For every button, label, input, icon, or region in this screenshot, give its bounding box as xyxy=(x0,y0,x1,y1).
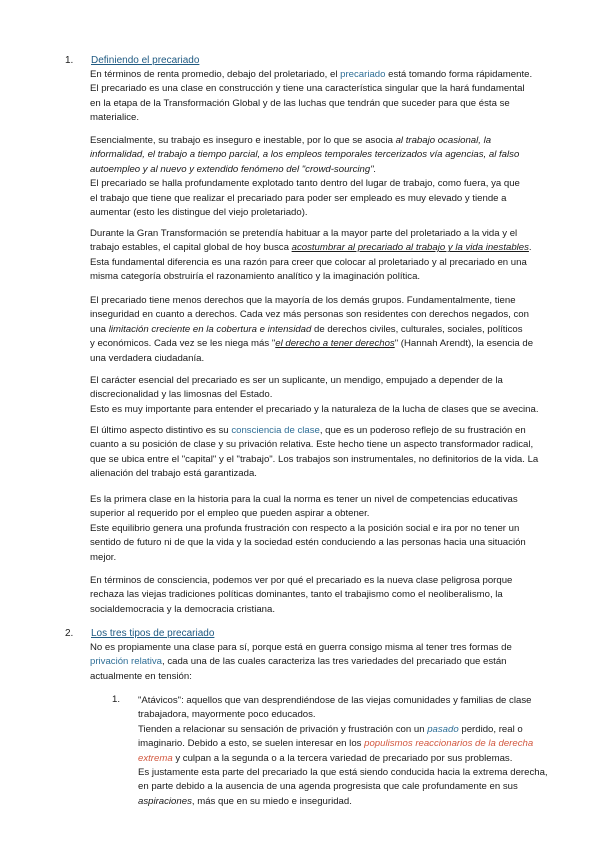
paragraph-6: El último aspecto distintivo es su consciencia de clase, que es un poderoso reflejo de su frustración en cuanto a su posición de clase y su privación relativa. Este hecho tiene un aspecto transformador radical, que se ubica entre el "capital" y el "trabajo". Los trabajos son instrumentales, no definitorios de la vida. La alienación del trabajo está garantizada. xyxy=(90,425,539,480)
section-number: 2. xyxy=(65,628,74,639)
paragraph-3: Durante la Gran Transformación se pretendía habituar a la mayor parte del proletariado a la vida y el trabajo estables, el capital global de hoy busca acostumbrar al precariado al trabajo y la vida inestables. Esta fundamental diferencia es una razón para creer que colocar al proletariado y al precariado en una misma categoría obstruiría el razonamiento analítico y la imaginación política. xyxy=(90,228,532,283)
section-title[interactable]: Los tres tipos de precariado xyxy=(91,628,215,639)
highlight-term: precariado xyxy=(340,69,386,80)
paragraph-4: El precariado tiene menos derechos que la mayoría de los demás grupos. Fundamentalmente, tiene inseguridad en cuanto a derechos. Cada vez más personas son residentes con derechos negados, con una limitación creciente en la cobertura e intensidad de derechos civiles, culturales, sociales, políticos y económicos. Cada vez se les niega más "el derecho a tener derechos" (Hannah Arendt), la esencia de una verdadera ciudadanía. xyxy=(90,295,534,364)
section-heading-1 xyxy=(65,55,199,66)
paragraph-1: En términos de renta promedio, debajo del proletariado, el precariado está tomando forma rápidamente. El precariado es una clase en construcción y tiene una característica singular que la hará fundamental en la etapa de la Transformación Global y de las luchas que tendrán que suceder para que ésta se materialice. xyxy=(90,69,533,124)
paragraph-5: El carácter esencial del precariado es ser un suplicante, un mendigo, empujado a depender de la discrecionalidad y las limosnas del Estado. Esto es muy importante para entender el precariado y la naturaleza de la lucha de clases que se avecina. xyxy=(90,375,539,415)
section-heading-2 xyxy=(65,628,214,639)
paragraph-7: Es la primera clase en la historia para la cual la norma es tener un nivel de competencias educativas superior al requerido por el empleo que pueden aspirar a obtener. Este equilibrio genera una profunda frustración con respecto a la posición social e ira por no tener un sentido de futuro ni de que la vida y la sociedad estén conduciendo a las personas hacia una situación mejor. xyxy=(90,494,526,563)
section-number: 1. xyxy=(65,55,74,66)
list-item-atavicos: "Atávicos": aquellos que van desprendiéndose de las viejas comunidades y familias de clase trabajadora, mayormente poco educados. Tienden a relacionar su sensación de privación y frustración con un pasado perdido, real o imaginario. Debido a esto, se suelen interesar en los populismos reaccionarios de la derecha extrema y culpan a la segunda o a la tercera variedad de precariado por sus problemas. Es justamente esta parte del precariado la que está siendo conducida hacia la extrema derecha, en parte debido a la ausencia de una agenda progresista que cale profundamente en sus aspiraciones, más que en su miedo e inseguridad. xyxy=(138,695,548,807)
highlight-term: privación relativa xyxy=(90,656,162,668)
underlined-phrase: acostumbrar al precariado al trabajo y la vida inestables xyxy=(291,242,529,254)
section-title[interactable]: Definiendo el precariado xyxy=(91,55,200,66)
highlight-phrase: populismos reaccionarios de la derecha xyxy=(364,738,534,750)
list-number: 1. xyxy=(112,694,121,705)
paragraph-9: No es propiamente una clase para sí, porque está en guerra consigo misma al tener tres formas de privación relativa, cada una de las cuales caracteriza las tres variedades del precariado que están actualmente en tensión: xyxy=(90,642,512,682)
paragraph-8: En términos de consciencia, podemos ver por qué el precariado es la nueva clase peligrosa porque rechaza las viejas tradiciones políticas dominantes, tanto el trabajismo como el neoliberalismo, la socialdemocracia y la democracia cristiana. xyxy=(90,575,513,615)
highlight-term: consciencia de clase xyxy=(231,425,320,436)
underlined-phrase: el derecho a tener derechos xyxy=(275,338,395,350)
paragraph-2: Esencialmente, su trabajo es inseguro e inestable, por lo que se asocia al trabajo ocasional, la informalidad, el trabajo a tiempo parcial, a los empleos temporales tercerizados vía agencias, al falso autoempleo y al nuevo y extendido fenómeno del "crowd-sourcing". El precariado se halla profundamente explotado tanto dentro del lugar de trabajo, como fuera, ya que el trabajo que tiene que realizar el precariado para poder ser empleado es muy elevado y tiende a aumentar (esto les distingue del viejo proletariado). xyxy=(90,135,520,219)
